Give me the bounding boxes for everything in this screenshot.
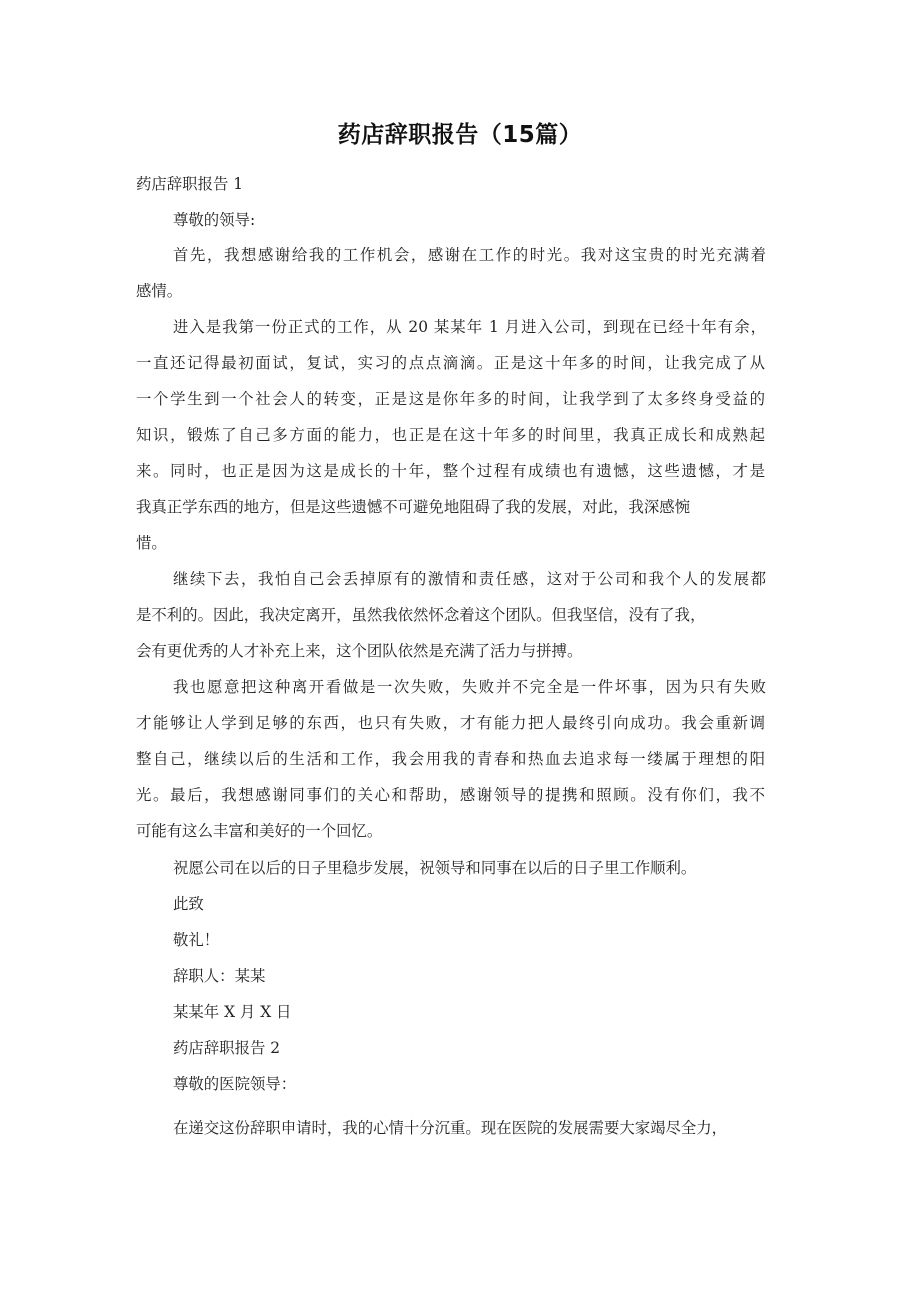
salutation-2: 尊敬的医院领导： xyxy=(173,1075,297,1093)
paragraph-3-line: 会有更优秀的人才补充上来，这个团队依然是充满了活力与拼搏。 xyxy=(136,642,583,660)
section-heading-2: 药店辞职报告 2 xyxy=(173,1039,281,1057)
paragraph-2-line: 一个学生到一个社会人的转变，正是这是你年多的时间，让我学到了太多终身受益的 xyxy=(136,390,765,408)
closing-line: 此致 xyxy=(173,895,204,913)
paragraph-1-line: 首先，我想感谢给我的工作机会，感谢在工作的时光。我对这宝贵的时光充满着 xyxy=(173,246,766,264)
paragraph-2-line: 惜。 xyxy=(136,534,167,552)
paragraph-2-line: 我真正学东西的地方，但是这些遗憾不可避免地阻碍了我的发展，对此，我深感惋 xyxy=(136,498,691,516)
paragraph-2-line: 知识，锻炼了自己多方面的能力，也正是在这十年多的时间里，我真正成长和成熟起 xyxy=(136,426,765,444)
paragraph-4-line: 可能有这么丰富和美好的一个回忆。 xyxy=(136,822,383,840)
closing-regards: 敬礼！ xyxy=(173,931,220,949)
paragraph-6: 在递交这份辞职申请时，我的心情十分沉重。现在医院的发展需要大家竭尽全力， xyxy=(173,1119,728,1137)
paragraph-3-line: 继续下去，我怕自己会丢掉原有的激情和责任感，这对于公司和我个人的发展都 xyxy=(173,570,766,588)
paragraph-5: 祝愿公司在以后的日子里稳步发展，祝领导和同事在以后的日子里工作顺利。 xyxy=(173,859,697,877)
paragraph-4-line: 我也愿意把这种离开看做是一次失败，失败并不完全是一件坏事，因为只有失败 xyxy=(173,678,766,696)
paragraph-3-line: 是不利的。因此，我决定离开，虽然我依然怀念着这个团队。但我坚信，没有了我， xyxy=(136,606,706,624)
date: 某某年 X 月 X 日 xyxy=(173,1003,292,1021)
signature: 辞职人：某某 xyxy=(173,967,266,985)
paragraph-2-line: 来。同时，也正是因为这是成长的十年，整个过程有成绩也有遗憾，这些遗憾，才是 xyxy=(136,462,765,480)
paragraph-4-line: 整自己，继续以后的生活和工作，我会用我的青春和热血去追求每一缕属于理想的阳 xyxy=(136,750,765,768)
document-title: 药店辞职报告（15篇） xyxy=(337,122,583,148)
salutation-1: 尊敬的领导: xyxy=(173,211,256,229)
paragraph-2-line: 进入是我第一份正式的工作，从 20 某某年 1 月进入公司，到现在已经十年有余， xyxy=(173,318,766,336)
paragraph-1-line: 感情。 xyxy=(136,282,183,300)
paragraph-4-line: 才能够让人学到足够的东西，也只有失败，才有能力把人最终引向成功。我会重新调 xyxy=(136,714,765,732)
section-heading-1: 药店辞职报告 1 xyxy=(136,175,244,193)
paragraph-2-line: 一直还记得最初面试，复试，实习的点点滴滴。正是这十年多的时间，让我完成了从 xyxy=(136,354,765,372)
paragraph-4-line: 光。最后，我想感谢同事们的关心和帮助，感谢领导的提携和照顾。没有你们，我不 xyxy=(136,786,765,804)
